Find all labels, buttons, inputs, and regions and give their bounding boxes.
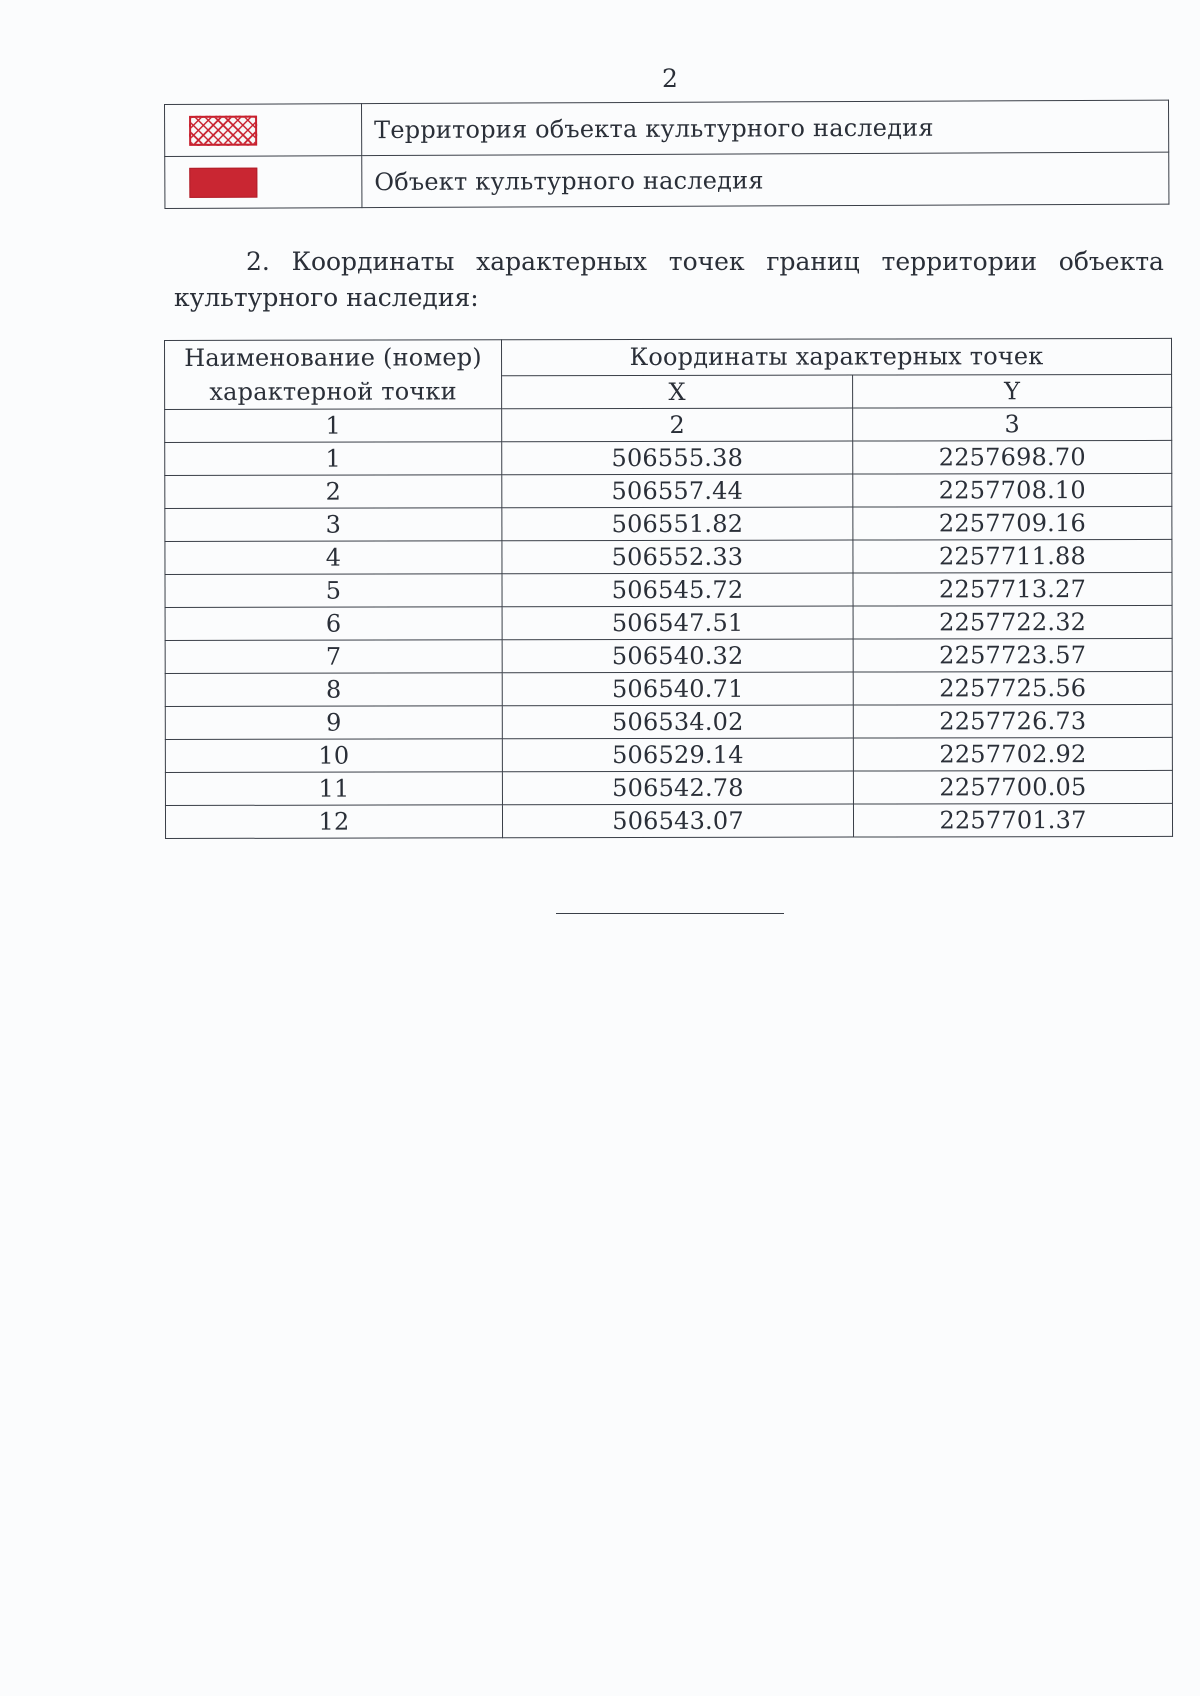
legend-label: Территория объекта культурного наследия (362, 100, 1169, 156)
x-coordinate-cell: 506529.14 (502, 738, 853, 772)
header-coordinates: Координаты характерных точек (502, 338, 1172, 375)
table-row (165, 506, 1172, 541)
y-coordinate-cell: 2257701.37 (853, 803, 1172, 837)
x-coordinate-cell: 506534.02 (502, 705, 853, 739)
point-number-cell: 10 (165, 739, 502, 773)
point-number-cell: 7 (165, 640, 502, 674)
x-coordinate-cell: 506557.44 (502, 474, 853, 508)
table-row (165, 473, 1172, 508)
paragraph-line-1 (174, 244, 1164, 280)
y-coordinate-cell: 2257711.88 (853, 539, 1172, 573)
coordinates-table (164, 338, 1173, 839)
table-row (165, 671, 1172, 706)
point-number-cell: 5 (165, 574, 502, 608)
legend-row (165, 100, 1169, 156)
hatched-territory-icon (189, 115, 257, 145)
column-number: 1 (165, 409, 502, 443)
y-coordinate-cell: 2257708.10 (853, 473, 1172, 507)
point-number-cell: 11 (165, 772, 502, 806)
y-coordinate-cell: 2257698.70 (853, 440, 1172, 474)
paragraph-word: точек (668, 247, 745, 276)
paragraph-word: 2. (246, 247, 270, 276)
column-number-row (165, 407, 1172, 442)
table-header-row (165, 338, 1172, 376)
y-coordinate-cell: 2257700.05 (853, 770, 1172, 804)
table-row (165, 803, 1172, 838)
table-row (165, 572, 1172, 607)
x-coordinate-cell: 506540.32 (502, 639, 853, 673)
legend-row (165, 152, 1169, 208)
column-number: 3 (853, 407, 1172, 441)
paragraph-word: территории (881, 247, 1038, 276)
y-coordinate-cell: 2257726.73 (853, 704, 1172, 738)
table-row (165, 770, 1172, 805)
table-row (165, 440, 1172, 475)
column-number: 2 (502, 408, 853, 442)
table-row (165, 539, 1172, 574)
paragraph-line-2: культурного наследия: (174, 283, 479, 312)
page-number: 2 (662, 64, 678, 93)
point-number-cell: 12 (165, 805, 502, 839)
separator-line (556, 913, 784, 914)
point-number-cell: 4 (165, 541, 502, 575)
x-coordinate-cell: 506547.51 (502, 606, 853, 640)
table-row (165, 737, 1172, 772)
x-coordinate-cell: 506540.71 (502, 672, 853, 706)
x-coordinate-cell: 506543.07 (502, 804, 853, 838)
point-number-cell: 3 (165, 508, 502, 542)
legend-label: Объект культурного наследия (362, 152, 1169, 208)
legend-symbol-cell (165, 156, 362, 209)
legend-symbol-cell (165, 104, 362, 157)
point-number-cell: 1 (165, 442, 502, 476)
paragraph-word: характерных (476, 247, 647, 276)
legend-table (164, 100, 1169, 209)
y-coordinate-cell: 2257722.32 (853, 605, 1172, 639)
y-coordinate-cell: 2257713.27 (853, 572, 1172, 606)
y-coordinate-cell: 2257725.56 (853, 671, 1172, 705)
solid-object-icon (189, 167, 257, 197)
header-x: X (502, 375, 853, 409)
x-coordinate-cell: 506542.78 (502, 771, 853, 805)
point-number-cell: 8 (165, 673, 502, 707)
y-coordinate-cell: 2257723.57 (853, 638, 1172, 672)
paragraph-word: Координаты (291, 247, 455, 276)
paragraph-word: границ (766, 247, 860, 276)
point-number-cell: 2 (165, 475, 502, 509)
point-number-cell: 9 (165, 706, 502, 740)
paragraph-word: объекта (1058, 247, 1164, 276)
header-point-name: Наименование (номер) характерной точки (165, 340, 502, 410)
point-number-cell: 6 (165, 607, 502, 641)
header-y: Y (853, 374, 1172, 408)
x-coordinate-cell: 506545.72 (502, 573, 853, 607)
x-coordinate-cell: 506551.82 (502, 507, 853, 541)
y-coordinate-cell: 2257709.16 (853, 506, 1172, 540)
section-paragraph (174, 244, 1164, 316)
table-row (165, 704, 1172, 739)
table-row (165, 638, 1172, 673)
y-coordinate-cell: 2257702.92 (853, 737, 1172, 771)
x-coordinate-cell: 506552.33 (502, 540, 853, 574)
table-row (165, 605, 1172, 640)
x-coordinate-cell: 506555.38 (502, 441, 853, 475)
